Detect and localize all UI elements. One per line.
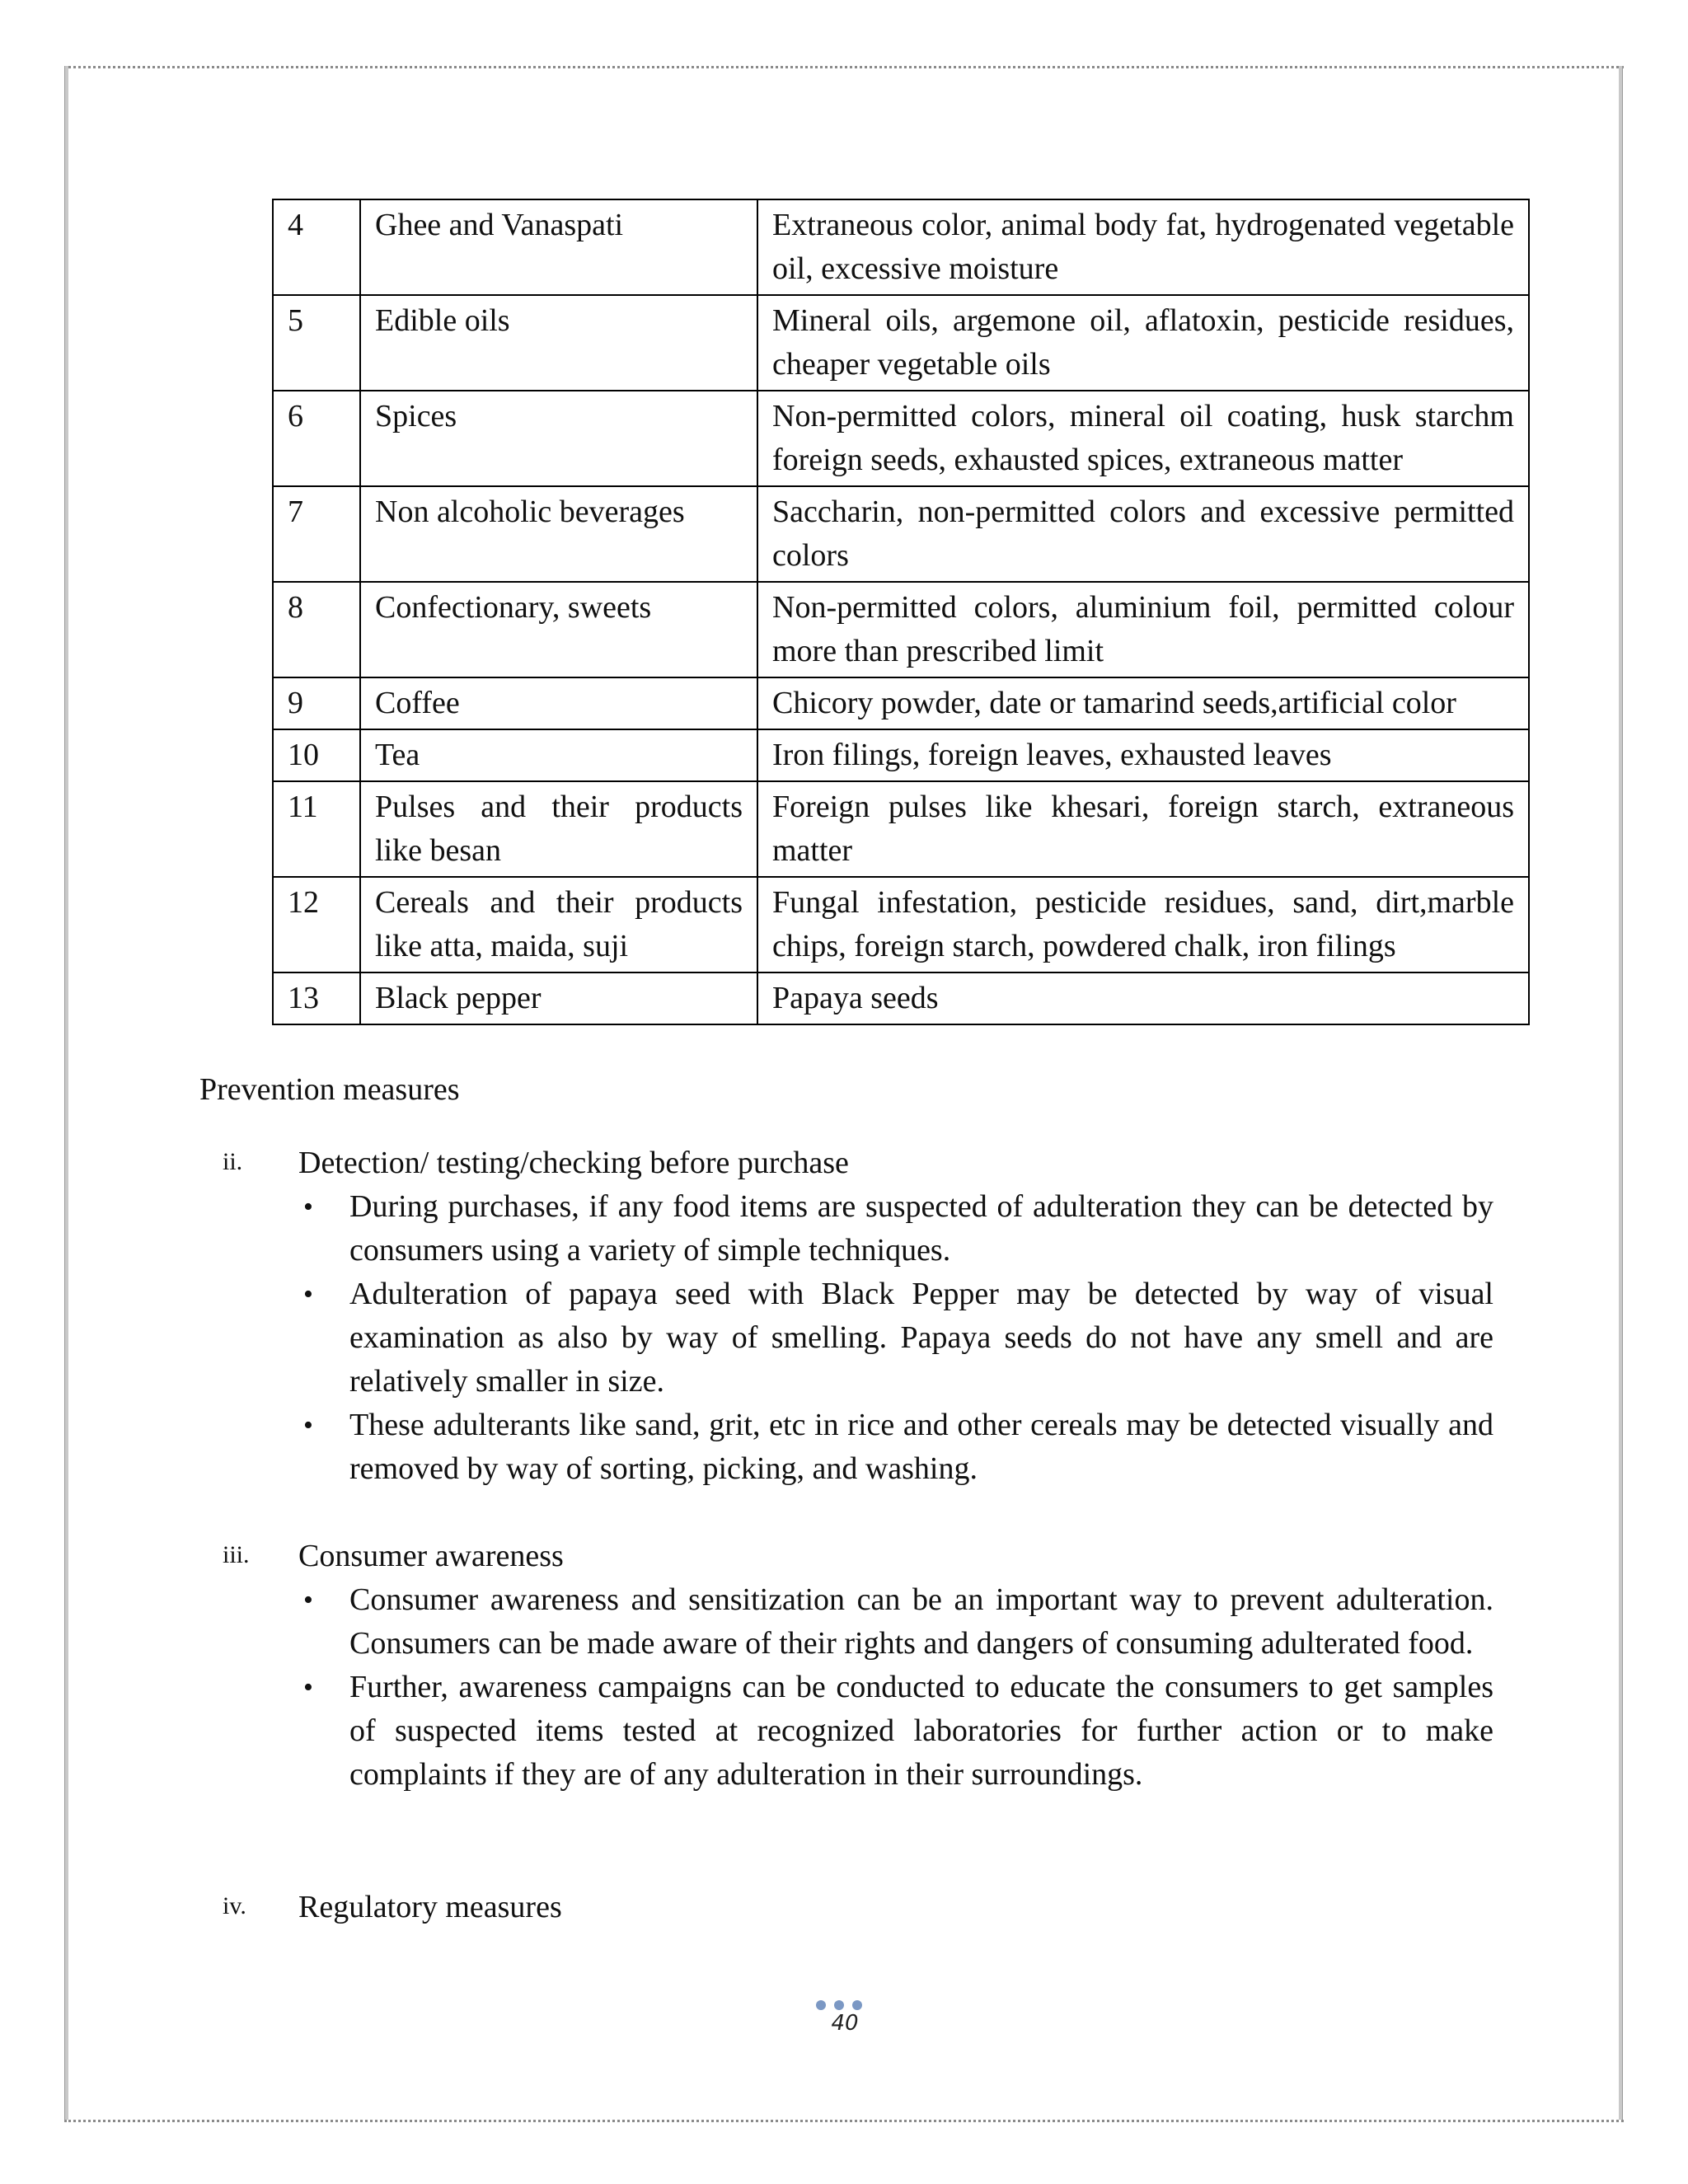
adulterants: Papaya seeds <box>757 972 1529 1024</box>
adulterants: Extraneous color, animal body fat, hydrogenated vegetable oil, excessive moisture <box>757 199 1529 295</box>
bullet-icon: • <box>303 1585 313 1615</box>
bullet-icon: • <box>303 1672 313 1703</box>
list-item: • Further, awareness campaigns can be conducted to educate the consumers to get samples of suspected items tested at recognized laboratories for further action or to make complaints if they are of any adulteration in their surroundings. <box>298 1666 1493 1797</box>
row-number: 5 <box>273 295 360 391</box>
table-row <box>273 877 1529 972</box>
page-border-left <box>64 66 68 2120</box>
food-item: Black pepper <box>360 972 757 1024</box>
subsection-title: Detection/ testing/checking before purchase <box>298 1146 849 1180</box>
adulterants: Non-permitted colors, mineral oil coating, husk starchm foreign seeds, exhausted spices, extraneous matter <box>757 391 1529 486</box>
list-item: • During purchases, if any food items are suspected of adulteration they can be detected by consumers using a variety of simple techniques. <box>298 1185 1493 1272</box>
row-number: 9 <box>273 677 360 729</box>
row-number: 10 <box>273 729 360 781</box>
adulterants: Iron filings, foreign leaves, exhausted leaves <box>757 729 1529 781</box>
table-row <box>273 391 1529 486</box>
table-row <box>273 972 1529 1024</box>
row-number: 6 <box>273 391 360 486</box>
food-item: Confectionary, sweets <box>360 582 757 677</box>
food-item: Ghee and Vanaspati <box>360 199 757 295</box>
row-number: 13 <box>273 972 360 1024</box>
row-number: 11 <box>273 781 360 877</box>
food-item: Spices <box>360 391 757 486</box>
page-border-top <box>64 66 1624 68</box>
food-item: Edible oils <box>360 295 757 391</box>
section-heading: Prevention measures <box>199 1072 460 1107</box>
food-item: Non alcoholic beverages <box>360 486 757 582</box>
table-row <box>273 199 1529 295</box>
table-row <box>273 781 1529 877</box>
row-number: 7 <box>273 486 360 582</box>
subsection-numeral: iv. <box>223 1892 246 1919</box>
row-number: 12 <box>273 877 360 972</box>
page-border-right <box>1619 66 1623 2120</box>
row-number: 4 <box>273 199 360 295</box>
bullet-list <box>298 1185 1493 1491</box>
adulterants: Chicory powder, date or tamarind seeds,artificial color <box>757 677 1529 729</box>
bullet-list <box>298 1578 1493 1797</box>
subsection-title: Regulatory measures <box>298 1890 562 1924</box>
table-row <box>273 729 1529 781</box>
list-item: • These adulterants like sand, grit, etc in rice and other cereals may be detected visually and removed by way of sorting, picking, and washing. <box>298 1404 1493 1491</box>
subsection-numeral: iii. <box>223 1541 250 1568</box>
adulterants: Fungal infestation, pesticide residues, sand, dirt,marble chips, foreign starch, powdered chalk, iron filings <box>757 877 1529 972</box>
food-item: Coffee <box>360 677 757 729</box>
list-item: • Adulteration of papaya seed with Black Pepper may be detected by way of visual examination as also by way of smelling. Papaya seeds do not have any smell and are relatively smaller in size. <box>298 1272 1493 1404</box>
list-item: • Consumer awareness and sensitization can be an important way to prevent adulteration. Consumers can be made aware of their rights and dangers of consuming adulterated food. <box>298 1578 1493 1666</box>
table-row <box>273 295 1529 391</box>
adulterants: Foreign pulses like khesari, foreign starch, extraneous matter <box>757 781 1529 877</box>
adulterant-table <box>272 199 1530 1025</box>
adulterants: Mineral oils, argemone oil, aflatoxin, pesticide residues, cheaper vegetable oils <box>757 295 1529 391</box>
row-number: 8 <box>273 582 360 677</box>
bullet-icon: • <box>303 1279 313 1310</box>
table-row <box>273 677 1529 729</box>
food-item: Cereals and their products like atta, maida, suji <box>360 877 757 972</box>
bullet-icon: • <box>303 1192 313 1222</box>
adulterants: Saccharin, non-permitted colors and excessive permitted colors <box>757 486 1529 582</box>
bullet-icon: • <box>303 1410 313 1441</box>
subsection-numeral: ii. <box>223 1148 243 1175</box>
table-row <box>273 486 1529 582</box>
table-row <box>273 582 1529 677</box>
page-border-bottom <box>64 2120 1624 2122</box>
page-number: 40 <box>831 2011 859 2036</box>
food-item: Pulses and their products like besan <box>360 781 757 877</box>
food-item: Tea <box>360 729 757 781</box>
adulterants: Non-permitted colors, aluminium foil, permitted colour more than prescribed limit <box>757 582 1529 677</box>
subsection-title: Consumer awareness <box>298 1539 564 1573</box>
page-dots-ornament <box>816 2000 862 2010</box>
